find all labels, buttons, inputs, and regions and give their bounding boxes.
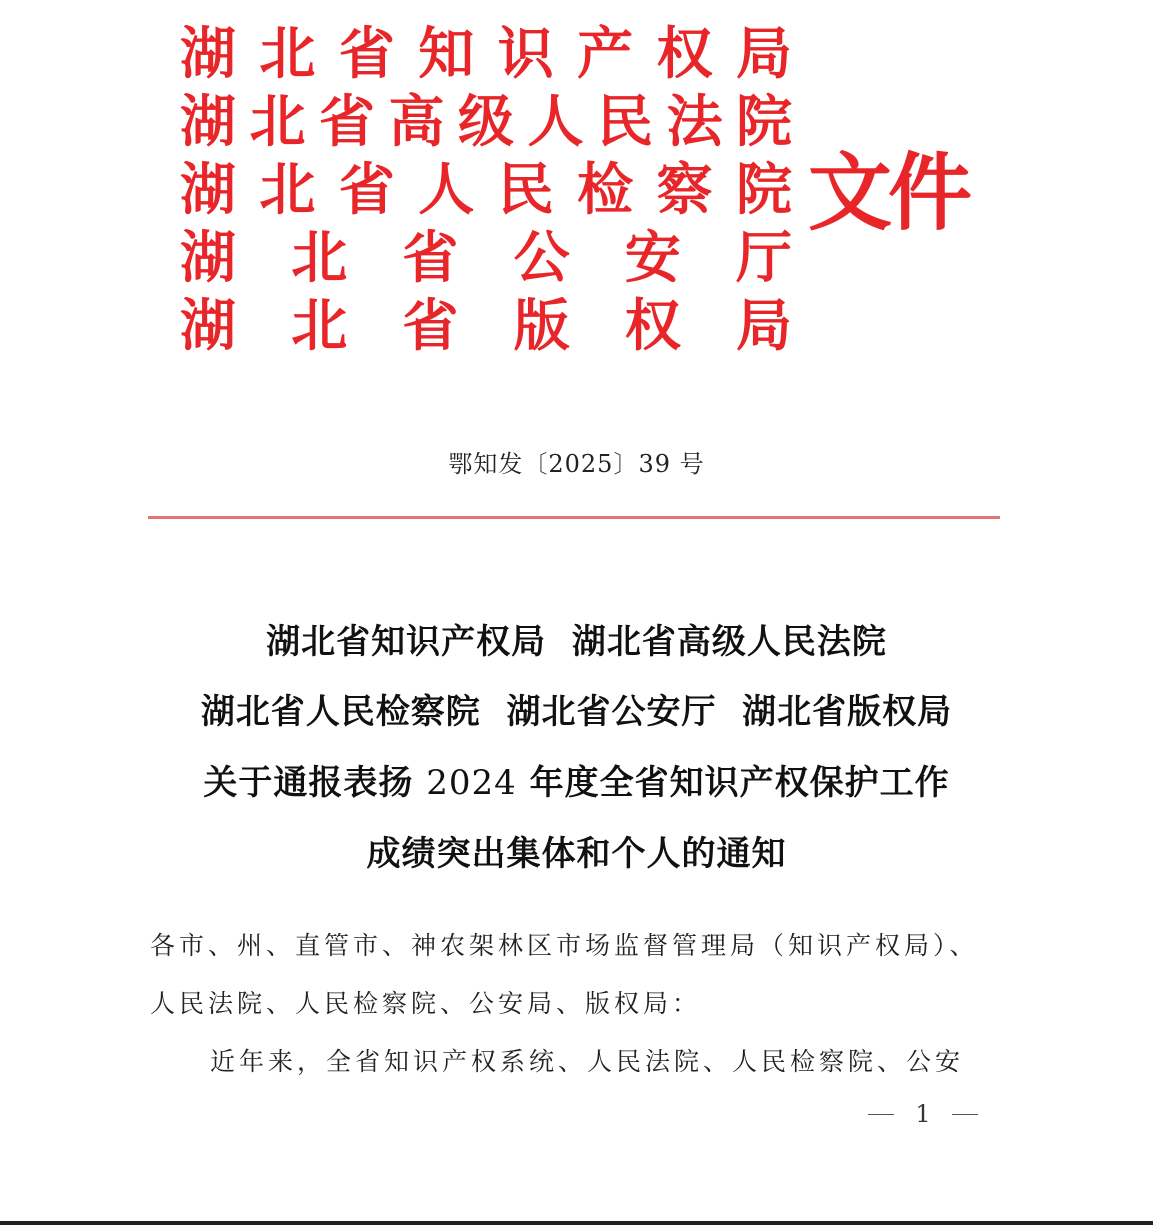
issuer-char: 局 bbox=[735, 21, 792, 87]
issuer-char: 省 bbox=[319, 89, 375, 155]
issuer-char: 院 bbox=[736, 89, 792, 155]
issuer-char: 知 bbox=[418, 21, 475, 87]
issuer-char: 版 bbox=[513, 293, 570, 359]
issuer-char: 院 bbox=[735, 157, 792, 223]
issuer-char: 湖 bbox=[180, 293, 236, 359]
issuer-char: 人 bbox=[418, 157, 475, 223]
issuer-char: 民 bbox=[597, 89, 653, 155]
page-bottom-edge bbox=[0, 1221, 1153, 1225]
issuer-char: 安 bbox=[624, 225, 681, 291]
title-line-3 bbox=[0, 751, 1153, 815]
issuer-char: 察 bbox=[656, 157, 713, 223]
title-line-4: 成绩突出集体和个人的通知 bbox=[366, 834, 787, 874]
issuer-char: 产 bbox=[577, 21, 634, 87]
title-year: 2024 bbox=[426, 763, 517, 803]
dash-right bbox=[952, 1114, 978, 1115]
issuer-ipo bbox=[180, 20, 792, 88]
title-line-3-suffix: 年度全省知识产权保护工作 bbox=[516, 763, 950, 803]
issuer-char: 省 bbox=[338, 157, 395, 223]
issuer-char: 湖 bbox=[180, 225, 236, 291]
title-line-2: 湖北省人民检察院 湖北省公安厅 湖北省版权局 bbox=[200, 692, 953, 732]
page-number bbox=[868, 1098, 978, 1130]
title-line-1: 湖北省知识产权局 湖北省高级人民法院 bbox=[266, 622, 887, 662]
recipients-line-2: 人民法院、人民检察院、公安局、版权局： bbox=[150, 989, 702, 1018]
issuer-char: 北 bbox=[259, 21, 316, 87]
issuer-procuratorate bbox=[180, 156, 792, 224]
issuer-public-security bbox=[180, 224, 792, 292]
red-letterhead bbox=[180, 20, 980, 370]
dash-left bbox=[868, 1114, 894, 1115]
red-divider bbox=[148, 516, 1000, 519]
issuer-char: 厅 bbox=[735, 225, 792, 291]
issuer-high-court bbox=[180, 88, 792, 156]
issuer-char: 识 bbox=[497, 21, 554, 87]
issuer-char: 湖 bbox=[180, 21, 236, 87]
issuer-char: 局 bbox=[735, 293, 792, 359]
issuer-char: 民 bbox=[497, 157, 554, 223]
issuer-char: 省 bbox=[402, 293, 459, 359]
recipients-line-1: 各市、州、直管市、神农架林区市场监督管理局（知识产权局）、 bbox=[150, 931, 979, 960]
issuer-copyright bbox=[180, 292, 792, 360]
issuer-char: 级 bbox=[458, 89, 514, 155]
issuer-char: 湖 bbox=[180, 89, 236, 155]
title-line-3-prefix: 关于通报表扬 bbox=[203, 763, 427, 803]
issuer-char: 省 bbox=[338, 21, 395, 87]
issuer-char: 北 bbox=[249, 89, 306, 155]
issuer-char: 北 bbox=[259, 157, 316, 223]
issuer-char: 法 bbox=[666, 89, 723, 155]
issuer-char: 高 bbox=[388, 89, 445, 155]
issuer-char: 检 bbox=[577, 157, 634, 223]
issuer-char: 北 bbox=[291, 225, 348, 291]
issuer-char: 省 bbox=[402, 225, 459, 291]
issuer-char: 权 bbox=[624, 293, 681, 359]
document-label: 文件 bbox=[808, 143, 969, 242]
issuer-char: 北 bbox=[291, 293, 348, 359]
page-number-value: 1 bbox=[915, 1100, 931, 1128]
issuer-char: 公 bbox=[513, 225, 570, 291]
issuer-char: 湖 bbox=[180, 157, 236, 223]
issuer-char: 权 bbox=[656, 21, 713, 87]
paragraph-1-line-1: 近年来，全省知识产权系统、人民法院、人民检察院、公安 bbox=[210, 1047, 965, 1076]
document-number: 鄂知发〔2025〕39 号 bbox=[448, 450, 705, 478]
issuer-char: 人 bbox=[527, 89, 584, 155]
